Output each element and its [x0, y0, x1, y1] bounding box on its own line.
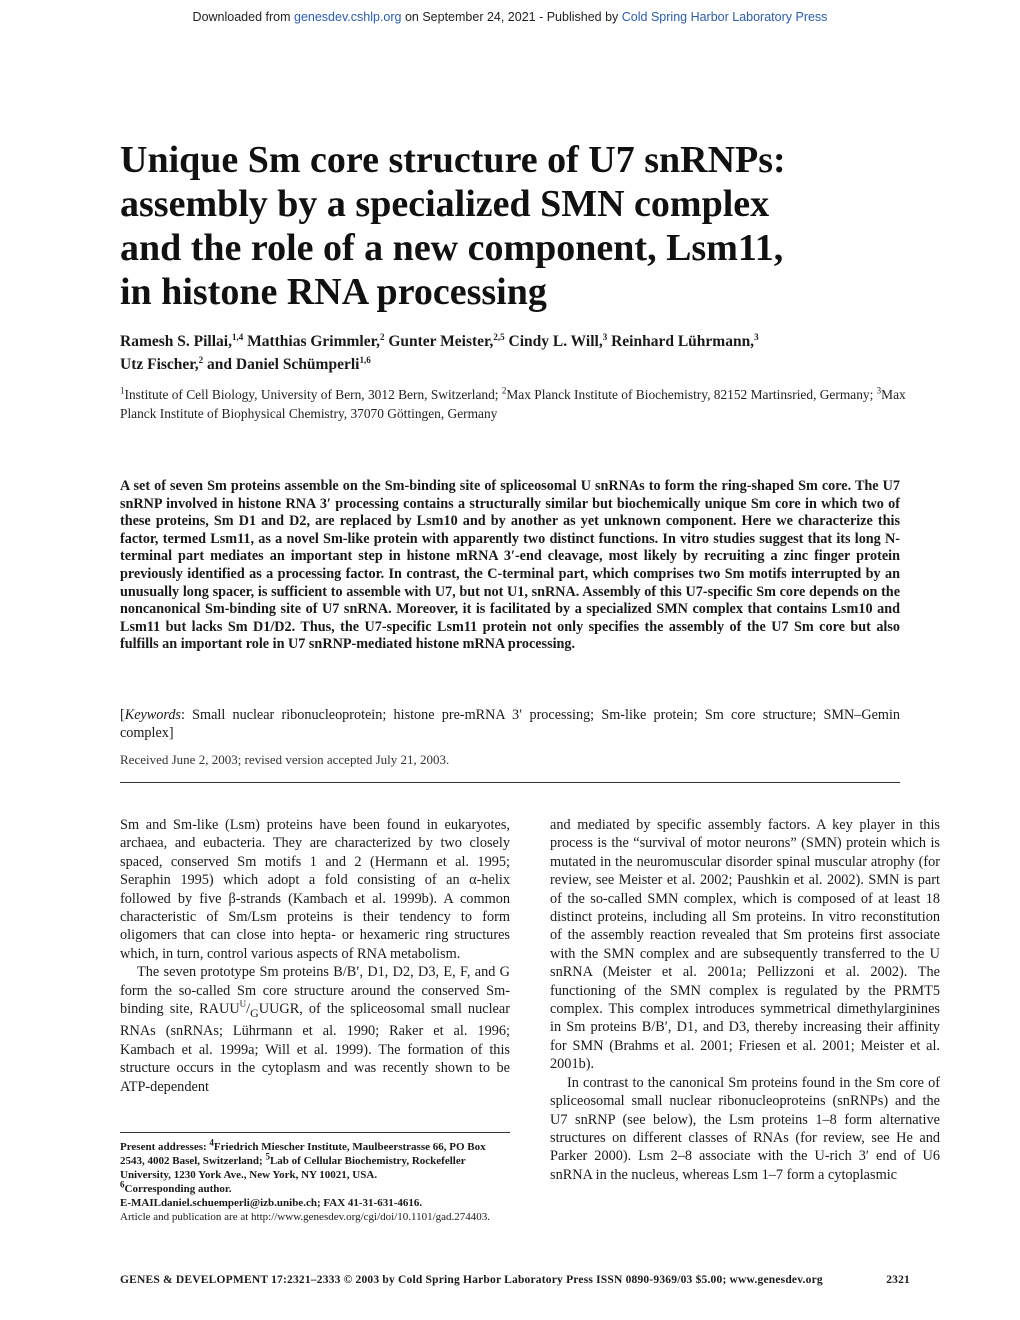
body-column-left [120, 816, 510, 1096]
abstract: A set of seven Sm proteins assemble on the Sm-binding site of spliceosomal U snRNAs to form the ring-shaped Sm core. The U7 snRNP involved in histone RNA 3′ processing contains a structurally similar but biochemically unique Sm core in which two of these proteins, Sm D1 and D2, are replaced by Lsm10 and by another as yet unknown component. Here we characterize this factor, termed Lsm11, as a novel Sm-like protein with apparently two distinct functions. In vitro studies suggest that its long N-terminal part mediates an important step in histone mRNA 3′-end cleavage, most likely by recruiting a zinc finger protein previously identified as a processing factor. In contrast, the C-terminal part, which comprises two Sm motifs interrupted by an unusually long spacer, is sufficient to assemble with U7, but not U1, snRNA. Assembly of this U7-specific Sm core depends on the noncanonical Sm-binding site of U7 snRNA. Moreover, it is facilitated by a specialized SMN complex that contains Lsm10 and Lsm11 but lacks Sm D1/D2. Thus, the U7-specific Lsm11 protein not only specifies the assembly of the U7 Sm core but also fulfills an important role in U7 snRNP-mediated histone mRNA processing. [120, 478, 900, 653]
footnote-mark: 5 [265, 1151, 270, 1162]
footnote-text: Lab of Cellular Biochemistry, Rockefeller University, 1230 York Ave., New York, NY 10021, USA. [120, 1155, 466, 1181]
body-paragraph: and mediated by specific assembly factors. A key player in this process is the “survival of motor neurons” (SMN) protein which is mutated in the neuromuscular disorder spinal muscular atrophy (for review, see Meister et al. 2002; Paushkin et al. 2002). SMN is part of the so-called SMN complex, which is composed of at least 18 distinct proteins, including all Sm proteins. In vitro reconstitution of the assembly reaction revealed that Sm proteins first associate with the SMN complex and are subsequently transferred to the U snRNA (Meister et al. 2001a; Pellizzoni et al. 2002). The functioning of the SMN complex is regulated by the PRMT5 complex. This complex introduces symmetrical dimethylarginines in Sm proteins B/B′, D1, and D3, thereby increasing their affinity for SMN (Brahms et al. 2001; Friesen et al. 2001; Meister et al. 2001b). [550, 817, 940, 1073]
body-paragraph: In contrast to the canonical Sm proteins found in the Sm core of spliceosomal small nuclear ribonucleoproteins (snRNPs) and the U7 snRNP (see below), the Lsm proteins 1–8 form alternative structures on different classes of RNAs (for review, see He and Parker 2000). Lsm 2–8 associate with the U-rich 3′ end of U6 snRNA in the nucleus, whereas Lsm 1–7 form a cytoplasmic [550, 1074, 940, 1183]
author-name: Gunter Meister, [384, 333, 494, 350]
author-name: Ramesh S. Pillai, [120, 333, 232, 350]
footnotes [120, 1137, 510, 1224]
footnote-mark: 6 [120, 1179, 125, 1190]
banner-prefix: Downloaded from [192, 10, 294, 24]
footnote-label: Present addresses: [120, 1141, 210, 1153]
affil-mark: 3 [876, 385, 882, 396]
site-link[interactable]: genesdev.cshlp.org [294, 10, 402, 24]
banner-middle: on September 24, 2021 - Published by [401, 10, 622, 24]
body-column-right [550, 816, 940, 1184]
author-affil-mark: 2 [198, 354, 204, 365]
author-affil-mark: 2,5 [493, 331, 505, 342]
author-affil-mark: 1,4 [231, 331, 244, 342]
body-paragraph: Sm and Sm-like (Lsm) proteins have been found in eukaryotes, archaea, and eubacteria. They are characterized by two closely spaced, conserved Sm motifs 1 and 2 (Hermann et al. 1995; Seraphin 1995) which adopt a fold consisting of an α-helix followed by five β-strands (Kambach et al. 1999b). A common characteristic of Sm/Lsm proteins is their tendency to form oligomers that can close into hepta- or hexameric ring structures which, in turn, control various aspects of RNA metabolism. [120, 817, 510, 962]
title-line-4: in histone RNA processing [120, 271, 547, 313]
keywords-label: Keywords [124, 707, 181, 723]
keywords-bracket: [ [120, 707, 125, 723]
author-affil-mark: 2 [379, 331, 385, 342]
paragraph-text: The seven prototype Sm proteins B/B′, D1, D2, D3, E, F, and G form the so-called Sm core structure around the conserved Sm-binding site, RAUU [120, 964, 510, 1018]
consensus-slash: / [246, 1001, 251, 1018]
footnote-divider [120, 1132, 510, 1133]
title-line-2: assembly by a specialized SMN complex [120, 183, 770, 225]
author-list [120, 330, 910, 376]
keywords [120, 706, 900, 742]
affiliation-text: Institute of Cell Biology, University of Bern, 3012 Bern, Switzerland; [124, 387, 502, 402]
author-affil-mark: 1,6 [359, 354, 371, 365]
article-doi[interactable]: Article and publication are at http://www.genesdev.org/cgi/doi/10.1101/gad.274403. [120, 1211, 491, 1223]
corresponding-author: Corresponding author. [124, 1183, 232, 1195]
keywords-text: : Small nuclear ribonucleoprotein; histone pre-mRNA 3′ processing; Sm-like protein; Sm core structure; SMN–Gemin complex] [120, 707, 900, 741]
article-title [120, 138, 920, 314]
publisher-link[interactable]: Cold Spring Harbor Laboratory Press [621, 10, 828, 24]
footnote-text: Friedrich Miescher Institute, Maulbeerstrasse 66, PO Box 2543, 4002 Basel, Switzerland; [120, 1141, 486, 1167]
journal-citation: GENES & DEVELOPMENT 17:2321–2333 © 2003 by Cold Spring Harbor Laboratory Press ISSN 0890-9369/03 $5.00; www.genesdev.org [120, 1274, 823, 1286]
paragraph-text: UUGR, of the spliceosomal small nuclear RNAs (snRNAs; Lührmann et al. 1990; Raker et al. 1996; Kambach et al. 1999a; Will et al. 1999). The formation of this structure occurs in the cytoplasm and was recently shown to be ATP-dependent [120, 1001, 510, 1095]
section-divider [120, 782, 900, 783]
affil-mark: 2 [501, 385, 507, 396]
page-footer [120, 1274, 910, 1286]
author-name: Cindy L. Will, [504, 333, 603, 350]
author-affil-mark: 3 [754, 331, 759, 342]
body-paragraph [120, 963, 510, 1096]
author-name: Matthias Grimmler, [243, 333, 380, 350]
contact-email[interactable]: E-MAILdaniel.schuemperli@izb.unibe.ch; FAX 41-31-631-4616. [120, 1197, 423, 1209]
author-name: and Daniel Schümperli [203, 356, 360, 373]
title-line-3: and the role of a new component, Lsm11, [120, 227, 784, 269]
author-name: Utz Fischer, [120, 356, 199, 373]
page-number: 2321 [886, 1274, 910, 1286]
affiliations [120, 385, 910, 423]
affiliation-text: Max Planck Institute of Biophysical Chemistry, 37070 Göttingen, Germany [120, 387, 906, 421]
title-line-1: Unique Sm core structure of U7 snRNPs: [120, 139, 786, 181]
affil-mark: 1 [120, 385, 125, 396]
footnote-mark: 4 [209, 1137, 214, 1148]
consensus-superscript: U [239, 999, 247, 1010]
consensus-subscript: G [250, 1005, 259, 1020]
author-name: Reinhard Lührmann, [607, 333, 755, 350]
affiliation-text: Max Planck Institute of Biochemistry, 82152 Martinsried, Germany; [506, 387, 877, 402]
download-banner [0, 10, 1020, 24]
received-dates: Received June 2, 2003; revised version accepted July 21, 2003. [120, 752, 450, 767]
author-affil-mark: 3 [602, 331, 608, 342]
